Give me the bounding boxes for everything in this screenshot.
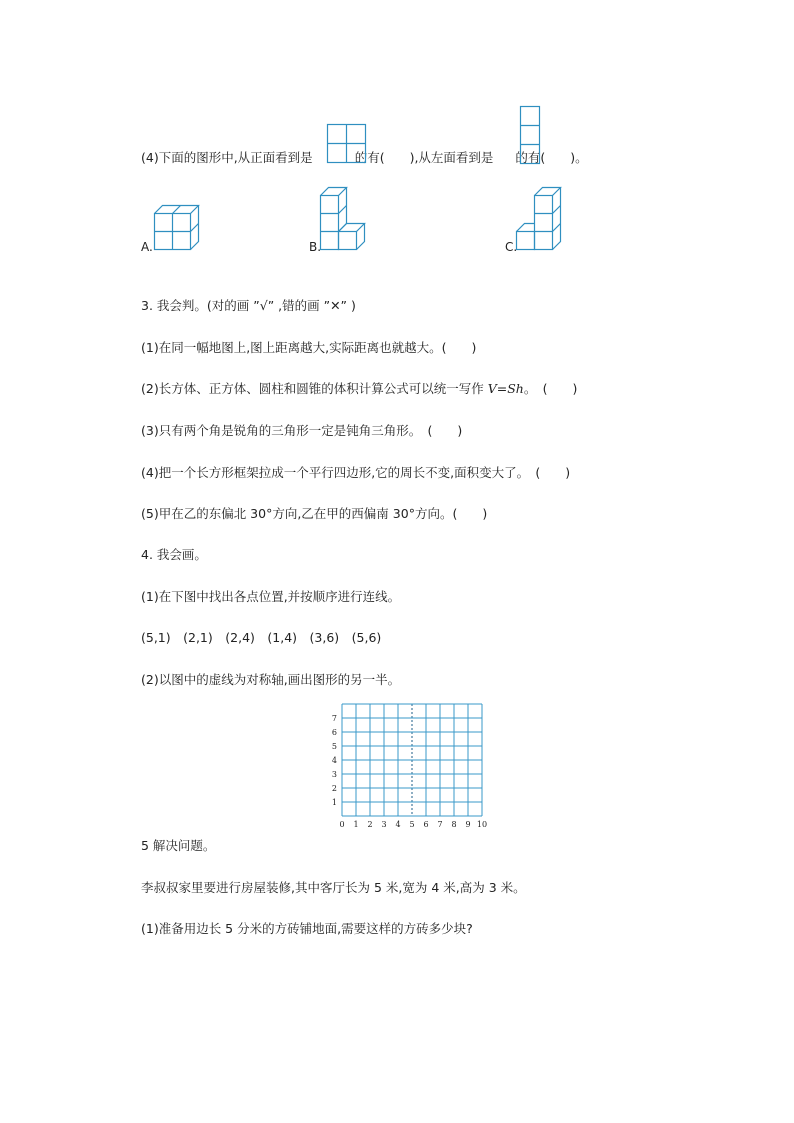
y-tick-label: 2 bbox=[331, 784, 337, 793]
option-a-cubes bbox=[154, 204, 214, 254]
draw-q1: (1)在下图中找出各点位置,并按顺序进行连线。 bbox=[141, 589, 401, 604]
option-b-cubes bbox=[320, 186, 380, 256]
x-tick-label: 4 bbox=[395, 820, 401, 829]
draw-q2: (2)以图中的虚线为对称轴,画出图形的另一半。 bbox=[141, 672, 401, 687]
y-tick-label: 3 bbox=[331, 770, 337, 779]
option-c-cubes bbox=[516, 186, 576, 256]
judge-item-1: (1)在同一幅地图上,图上距离越大,实际距离也就越大。( ) bbox=[141, 340, 477, 355]
judge-item-2-text: (2)长方体、正方体、圆柱和圆锥的体积计算公式可以统一写作 bbox=[141, 381, 488, 396]
grid-labels bbox=[332, 714, 487, 829]
problem-intro: 李叔叔家里要进行房屋装修,其中客厅长为 5 米,宽为 4 米,高为 3 米。 bbox=[141, 880, 526, 895]
problem-q1: (1)准备用边长 5 分米的方砖铺地面,需要这样的方砖多少块? bbox=[141, 921, 473, 936]
judge-item-5: (5)甲在乙的东偏北 30°方向,乙在甲的西偏南 30°方向。( ) bbox=[141, 506, 488, 521]
q4-text-c: 的有( )。 bbox=[515, 150, 588, 165]
x-tick-label: 8 bbox=[451, 820, 457, 829]
section4-title: 4. 我会画。 bbox=[141, 547, 207, 562]
x-tick-label: 6 bbox=[423, 820, 429, 829]
x-tick-label: 10 bbox=[476, 820, 488, 829]
coordinate-grid bbox=[325, 698, 495, 828]
option-c-label: C. bbox=[505, 240, 518, 254]
judge-item-2-tail: 。 ( ) bbox=[523, 381, 578, 396]
x-tick-label: 5 bbox=[409, 820, 415, 829]
volume-formula: V=Sh bbox=[487, 381, 524, 396]
y-tick-label: 6 bbox=[331, 728, 337, 737]
x-tick-label: 3 bbox=[381, 820, 387, 829]
judge-item-2 bbox=[141, 381, 577, 397]
x-tick-label: 0 bbox=[339, 820, 345, 829]
option-a-label: A. bbox=[141, 240, 153, 254]
y-tick-label: 7 bbox=[331, 714, 337, 723]
q4-text-a: (4)下面的图形中,从正面看到是 bbox=[141, 150, 313, 165]
judge-item-3: (3)只有两个角是锐角的三角形一定是钝角三角形。 ( ) bbox=[141, 423, 463, 438]
q4-text-b: 的有( ),从左面看到是 bbox=[354, 150, 494, 165]
option-b-label: B. bbox=[309, 240, 322, 254]
left-view-figure bbox=[520, 106, 542, 164]
x-tick-label: 1 bbox=[353, 820, 359, 829]
y-tick-label: 5 bbox=[331, 742, 337, 751]
grid-lines bbox=[342, 704, 482, 816]
judge-item-4: (4)把一个长方形框架拉成一个平行四边形,它的周长不变,面积变大了。 ( ) bbox=[141, 465, 571, 480]
front-view-figure bbox=[327, 124, 367, 164]
x-tick-label: 7 bbox=[437, 820, 443, 829]
x-tick-label: 2 bbox=[367, 820, 373, 829]
points-list: (5,1) (2,1) (2,4) (1,4) (3,6) (5,6) bbox=[141, 630, 382, 645]
x-tick-label: 9 bbox=[465, 820, 471, 829]
section5-title: 5 解决问题。 bbox=[141, 838, 216, 853]
y-tick-label: 1 bbox=[331, 798, 337, 807]
section3-title: 3. 我会判。(对的画 ”√” ,错的画 ”✕” ) bbox=[141, 298, 356, 313]
y-tick-label: 4 bbox=[331, 756, 337, 765]
